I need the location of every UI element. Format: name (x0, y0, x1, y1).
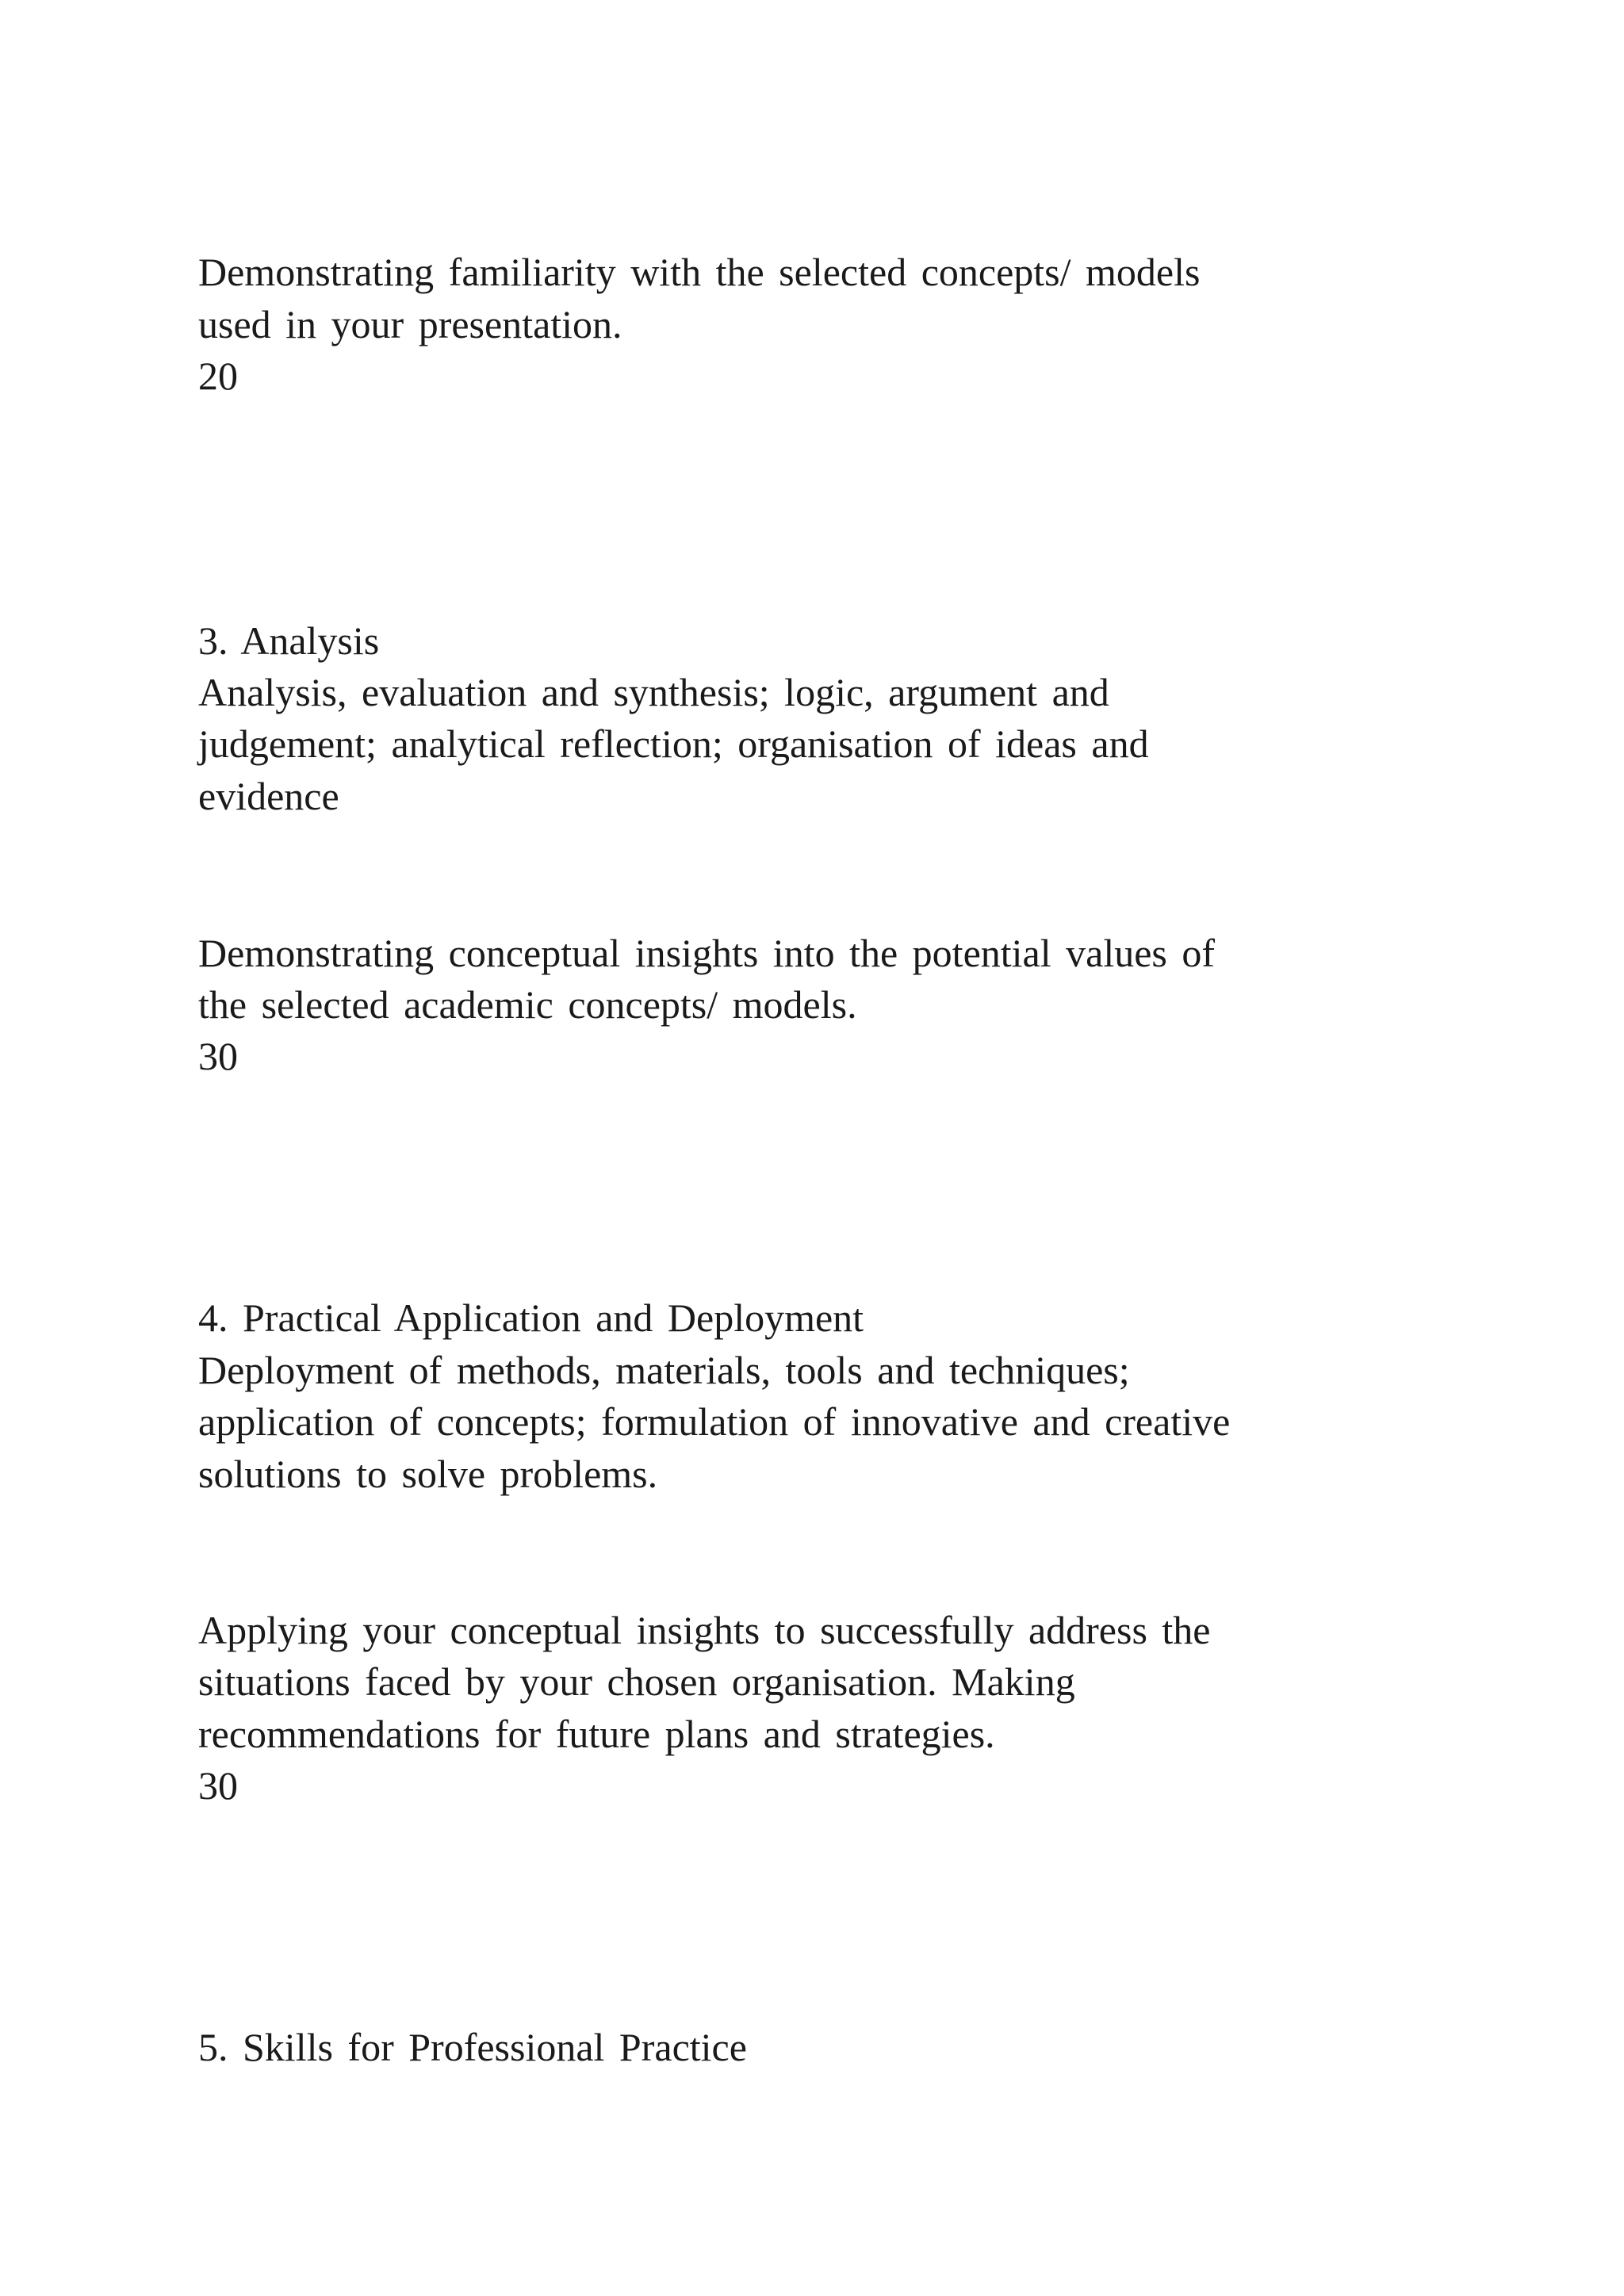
section-4-heading: 4. Practical Application and Deployment (198, 1295, 864, 1340)
section-3-description-line-1: Demonstrating conceptual insights into the potential values of (198, 931, 1216, 975)
section-3-heading: 3. Analysis (198, 618, 380, 663)
section-3-criteria-line-1: Analysis, evaluation and synthesis; logic, argument and (198, 670, 1109, 714)
section-4-criteria-line-1: Deployment of methods, materials, tools and techniques; (198, 1348, 1130, 1392)
section-4-criteria-line-2: application of concepts; formulation of innovative and creative (198, 1399, 1231, 1444)
criterion-2-description-line-2: used in your presentation. (198, 302, 622, 346)
criterion-2-description-line-1: Demonstrating familiarity with the selected concepts/ models (198, 250, 1201, 294)
section-3-marks: 30 (198, 1034, 238, 1078)
criterion-2-marks: 20 (198, 354, 238, 398)
section-4-description-line-2: situations faced by your chosen organisation. Making (198, 1659, 1075, 1704)
section-4-marks: 30 (198, 1763, 238, 1808)
section-4-description-line-1: Applying your conceptual insights to successfully address the (198, 1608, 1211, 1652)
section-5-heading: 5. Skills for Professional Practice (198, 2025, 747, 2069)
section-3-criteria-line-2: judgement; analytical reflection; organisation of ideas and (198, 721, 1149, 766)
section-4-criteria-line-3: solutions to solve problems. (198, 1452, 658, 1496)
section-3-criteria-line-3: evidence (198, 774, 339, 818)
section-4-description-line-3: recommendations for future plans and strategies. (198, 1712, 995, 1756)
section-3-description-line-2: the selected academic concepts/ models. (198, 982, 857, 1027)
